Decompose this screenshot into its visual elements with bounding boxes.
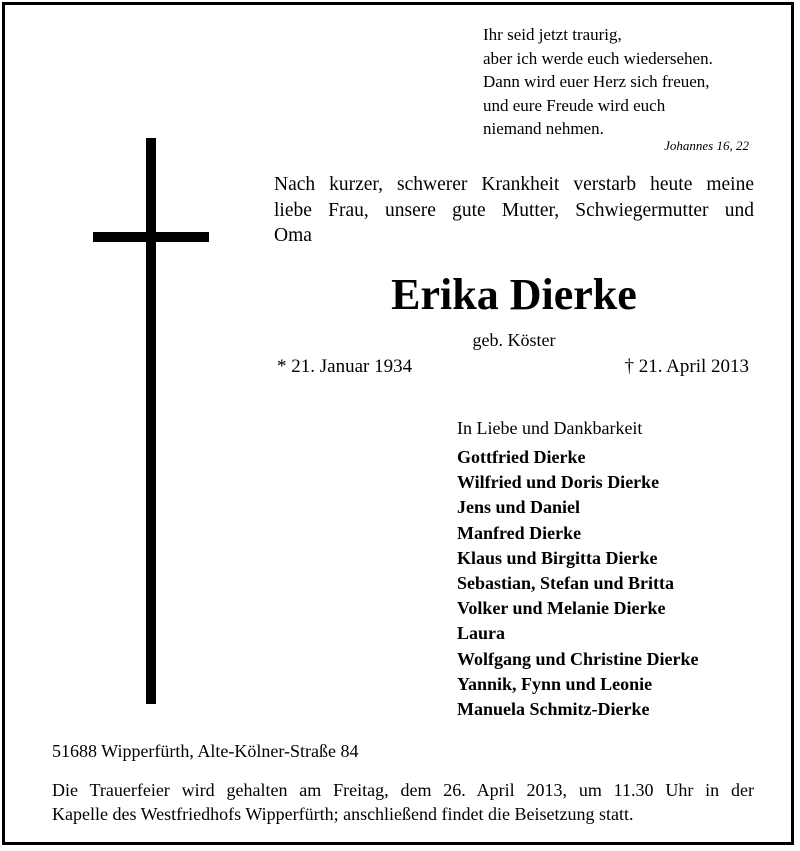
bible-verse [483,23,713,141]
mourner-name: Yannik, Fynn und Leonie [457,673,653,694]
service-line: Kapelle des Westfriedhofs Wipperfürth; anschließend findet die Beisetzung statt. [52,804,634,824]
intro-line: Oma [274,225,312,246]
verse-line: Ihr seid jetzt traurig, [483,25,622,44]
mourner-name: Gottfried Dierke [457,447,586,467]
intro-text [274,172,754,249]
mourner-name: Manuela Schmitz-Dierke [457,699,650,720]
verse-reference: Johannes 16, 22 [664,138,749,153]
mourners-list [457,445,699,722]
mourner-name: Sebastian, Stefan und Britta [457,573,675,594]
mourner-name: Volker und Melanie Dierke [457,598,666,619]
intro-line: liebe Frau, unsere gute Mutter, Schwiegermutter und [274,199,754,221]
birth-date: * 21. Januar 1934 [277,356,413,377]
obituary-notice [2,2,794,845]
mourner-name: Jens und Daniel [457,497,581,518]
verse-line: niemand nehmen. [483,119,604,138]
verse-line: und eure Freude wird euch [483,95,666,115]
cross-horizontal-bar [93,232,209,242]
maiden-name: geb. Köster [472,330,556,350]
deceased-name: Erika Dierke [391,270,637,319]
service-line: Die Trauerfeier wird gehalten am Freitag, dem 26. April 2013, um 11.30 Uhr in der [52,780,754,800]
mourners-heading: In Liebe und Dankbarkeit [457,418,643,438]
verse-line: Dann wird euer Herz sich freuen, [483,72,710,91]
funeral-service-info [52,778,754,826]
intro-line: Nach kurzer, schwerer Krankheit verstarb heute meine [274,174,754,195]
verse-line: aber ich werde euch wiedersehen. [483,48,713,68]
family-address: 51688 Wipperfürth, Alte-Kölner-Straße 84 [52,741,359,761]
mourner-name: Wolfgang und Christine Dierke [457,648,699,669]
mourner-name: Wilfried und Doris Dierke [457,472,660,493]
cross-vertical-bar [146,138,156,704]
mourner-name: Klaus und Birgitta Dierke [457,547,658,568]
mourner-name: Laura [457,623,506,644]
mourner-name: Manfred Dierke [457,522,582,543]
death-date: † 21. April 2013 [624,356,749,377]
